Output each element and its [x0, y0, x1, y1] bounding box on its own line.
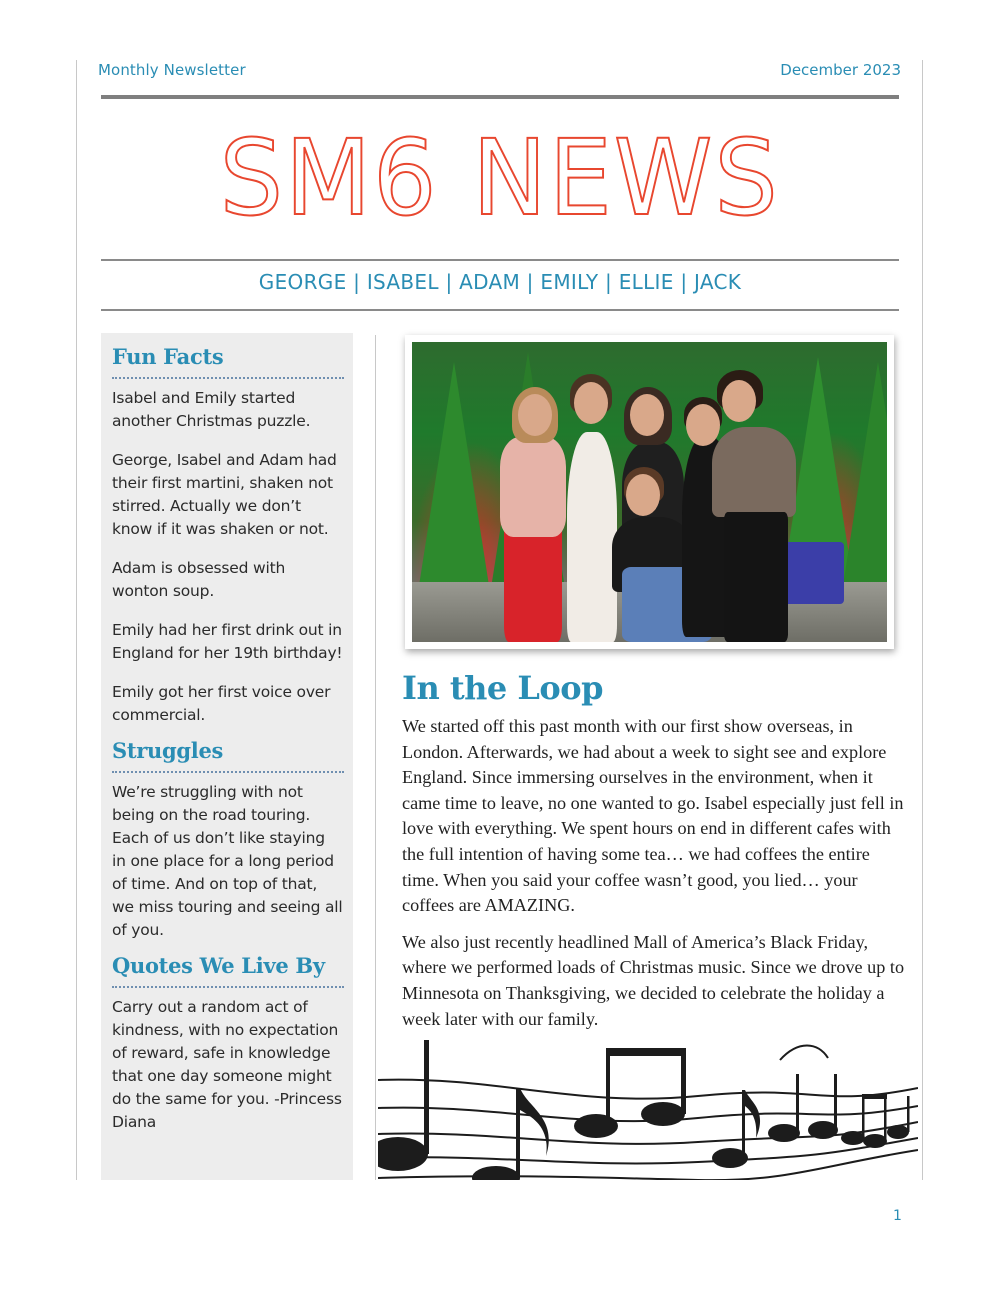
- fun-fact-item: Emily had her first drink out in England for her 19th birthday!: [112, 621, 343, 662]
- dotted-divider: [112, 771, 344, 773]
- fun-fact-item: George, Isabel and Adam had their first martini, shaken not stirred. Actually we don’t know if it was shaken or not.: [112, 451, 337, 538]
- column-divider: [375, 335, 376, 1180]
- header-divider: [101, 95, 899, 99]
- members-divider-top: [101, 259, 899, 261]
- dotted-divider: [112, 986, 344, 988]
- person-figure: [712, 427, 796, 517]
- newsletter-label: Monthly Newsletter: [98, 61, 246, 79]
- person-figure: [724, 512, 788, 642]
- sidebar-section-struggles: [112, 737, 343, 942]
- members-divider-bottom: [101, 309, 899, 311]
- sidebar-section-quotes: [112, 952, 343, 1134]
- article-title: In the Loop: [402, 669, 603, 707]
- person-head: [626, 474, 660, 516]
- page-number: 1: [893, 1208, 902, 1224]
- article-body: [402, 714, 908, 1043]
- page-border-right: [922, 60, 923, 1180]
- person-head: [722, 380, 756, 422]
- band-photo-frame: [405, 335, 894, 649]
- christmas-tree-image: [842, 362, 887, 592]
- section-heading: Quotes We Live By: [112, 953, 325, 978]
- article-paragraph: We also just recently headlined Mall of America’s Black Friday, where we performed loads of Christmas music. Since we drove up to Minnesota on Thanksgiving, we decided to celebrate the holiday a week later with our family.: [402, 931, 905, 1029]
- fun-fact-item: Emily got her first voice over commercial.: [112, 683, 331, 724]
- sidebar-section-fun-facts: [112, 343, 343, 727]
- issue-date: December 2023: [780, 61, 901, 79]
- christmas-tree-image: [418, 362, 490, 592]
- fun-fact-item: Isabel and Emily started another Christmas puzzle.: [112, 389, 311, 430]
- section-heading: Fun Facts: [112, 344, 224, 369]
- person-head: [630, 394, 664, 436]
- person-head: [574, 382, 608, 424]
- members-line: GEORGE | ISABEL | ADAM | EMILY | ELLIE | JACK: [258, 270, 742, 294]
- struggles-text: We’re struggling with not being on the road touring. Each of us don’t like staying in one place for a long period of time. And on top of that, we miss touring and seeing all of you.: [112, 783, 343, 939]
- sidebar: [101, 333, 353, 1180]
- article-paragraph: We started off this past month with our first show overseas, in London. Afterwards, we had about a week to sight see and explore England. Since immersing ourselves in the environment, when it came time to leave, no one wanted to go. Isabel especially just fell in love with everything. We spent hours on end in different cafes with the full intention of having some tea… we had coffees the entire time. When you said your coffee wasn’t good, you lied… your coffees are AMAZING.: [402, 716, 904, 916]
- person-figure: [500, 437, 566, 537]
- music-notes-icon: [378, 1038, 918, 1180]
- masthead-title-text: SM6 NEWS: [219, 117, 780, 239]
- person-head: [518, 394, 552, 436]
- blue-case: [782, 542, 844, 604]
- section-heading: Struggles: [112, 738, 224, 763]
- quote-text: Carry out a random act of kindness, with no expectation of reward, safe in knowledge that one day someone might do the same for you. -Princess Diana: [112, 998, 342, 1131]
- masthead-title: [100, 118, 900, 238]
- band-photo: [412, 342, 887, 642]
- fun-fact-item: Adam is obsessed with wonton soup.: [112, 559, 286, 600]
- person-figure: [567, 432, 617, 642]
- page-border-left: [76, 60, 77, 1180]
- dotted-divider: [112, 377, 344, 379]
- person-head: [686, 404, 720, 446]
